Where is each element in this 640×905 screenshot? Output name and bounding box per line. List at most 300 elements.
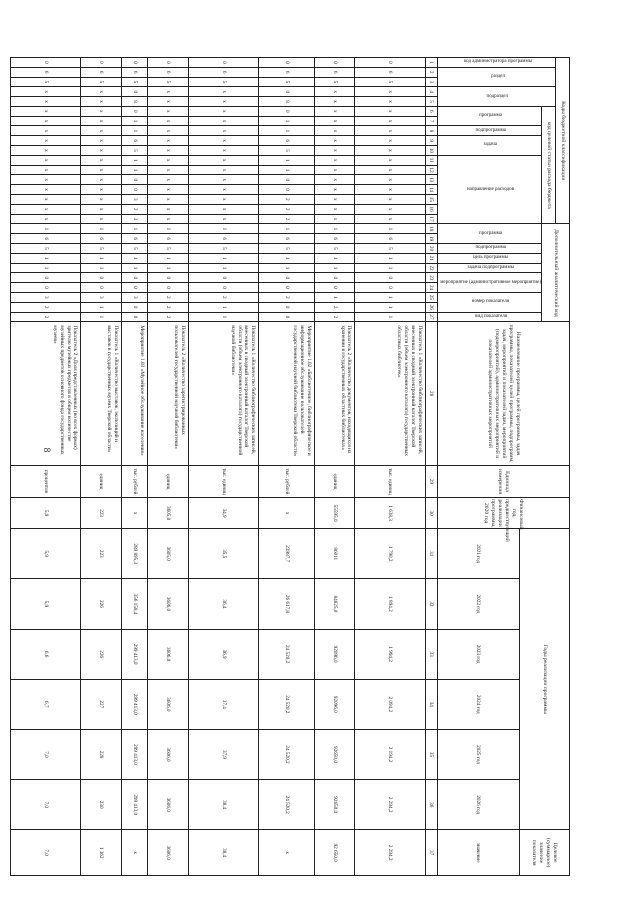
- code-cell: х: [355, 204, 425, 214]
- row-name: Показатель 1 «Количество выставок, экспозиций и выставок в государственных музеях Тверской области»: [81, 322, 122, 465]
- header-section: [437, 67, 555, 87]
- code-cell: 1: [10, 263, 81, 273]
- code-cell: 6: [259, 234, 315, 244]
- code-cell: х: [355, 214, 425, 224]
- column-number: 22: [425, 263, 437, 273]
- code-cell: х: [147, 146, 188, 156]
- code-cell: 1: [188, 224, 258, 234]
- code-cell: х: [355, 136, 425, 146]
- column-number: 37: [425, 830, 437, 876]
- row-target-value: 2 294,2: [355, 830, 425, 876]
- row-base-value: х: [259, 498, 315, 529]
- column-number: 26: [425, 302, 437, 312]
- header-an-program: [437, 224, 541, 244]
- row-year-value: 223: [81, 529, 122, 579]
- code-cell: х: [10, 185, 81, 195]
- code-cell: 5: [122, 77, 148, 87]
- row-base-value: 223: [81, 498, 122, 529]
- code-cell: 1: [355, 224, 425, 234]
- code-cell: х: [355, 165, 425, 175]
- code-cell: х: [188, 116, 258, 126]
- row-year-value: 26 617,8: [259, 579, 315, 629]
- code-cell: 0: [122, 302, 148, 312]
- code-cell: 1: [81, 263, 122, 273]
- row-year-value: 1 994,2: [355, 629, 425, 679]
- code-cell: х: [188, 204, 258, 214]
- code-cell: 0: [314, 283, 355, 293]
- code-cell: 1: [147, 263, 188, 273]
- table-row: [147, 58, 188, 876]
- header-codes-group: Коды бюджетной классификации: [556, 58, 570, 224]
- code-cell: 1: [81, 302, 122, 312]
- code-cell: х: [355, 155, 425, 165]
- code-cell: х: [10, 126, 81, 136]
- code-cell: х: [314, 175, 355, 185]
- code-cell: 6: [81, 67, 122, 77]
- code-cell: 0: [122, 106, 148, 116]
- column-number: 23: [425, 273, 437, 283]
- column-number: 16: [425, 204, 437, 214]
- code-cell: х: [314, 136, 355, 146]
- code-cell: 0: [355, 283, 425, 293]
- row-unit: процентов: [10, 465, 81, 497]
- code-cell: 1: [355, 312, 425, 322]
- header-subprogram-text: подпрограмма: [475, 127, 506, 133]
- column-number: 18: [425, 224, 437, 234]
- row-name: Показатель 1 «Количество библиографических записей, внесенных в сводный электронный каталог Тверской области (объем электронного каталога) государственной научной библиотеки»: [188, 322, 258, 465]
- row-base-value: х: [122, 498, 148, 529]
- code-cell: 0: [259, 175, 315, 185]
- header-base-year: Финансовый год, предшествующий реализации программы, 2020 год: [437, 498, 569, 529]
- row-year-value: 3605,0: [147, 529, 188, 579]
- code-cell: 6: [122, 234, 148, 244]
- code-cell: 2: [188, 292, 258, 302]
- header-task-text: задача: [483, 142, 498, 148]
- code-cell: 0: [81, 283, 122, 293]
- code-cell: х: [314, 106, 355, 116]
- column-number: 30: [425, 498, 437, 529]
- code-cell: х: [355, 185, 425, 195]
- code-cell: 6: [314, 67, 355, 77]
- header-an-goal_task-text: задача подпрограммы: [467, 264, 514, 270]
- header-task: [437, 136, 541, 156]
- code-cell: 1: [147, 253, 188, 263]
- code-cell: х: [10, 116, 81, 126]
- row-target-value: 92 650,0: [314, 830, 355, 876]
- row-name: Мероприятие 1.02 «Библиотечное, библиографическое и информационное обслуживание пользователей государственной научной библиотеки Тверской области»: [259, 322, 315, 465]
- header-section-text: раздел: [490, 73, 505, 79]
- code-cell: х: [147, 106, 188, 116]
- code-cell: 2: [147, 312, 188, 322]
- code-cell: 0: [259, 87, 315, 97]
- code-cell: х: [10, 146, 81, 156]
- code-cell: 0: [355, 273, 425, 283]
- code-cell: х: [81, 126, 122, 136]
- row-year-value: 226: [81, 629, 122, 679]
- code-cell: х: [188, 87, 258, 97]
- column-number: 13: [425, 175, 437, 185]
- code-cell: 0: [122, 58, 148, 68]
- header-year-6: 2026 год: [437, 780, 519, 830]
- row-unit: единиц: [147, 465, 188, 497]
- row-year-value: 86011: [314, 529, 355, 579]
- row-name: Мероприятие 1.03 «Музейное обслуживание населения»: [122, 322, 148, 465]
- code-cell: 0: [259, 273, 315, 283]
- program-table: [10, 57, 570, 876]
- code-cell: х: [188, 165, 258, 175]
- row-unit: тыс. единиц: [188, 465, 258, 497]
- row-year-value: 24 520,2: [259, 729, 315, 779]
- code-cell: 1: [122, 263, 148, 273]
- row-target-value: 38,4: [188, 830, 258, 876]
- code-cell: 6: [81, 234, 122, 244]
- code-cell: 0: [147, 273, 188, 283]
- row-base-value: 55595,0: [314, 498, 355, 529]
- code-cell: 1: [188, 253, 258, 263]
- code-cell: 0: [259, 312, 315, 322]
- code-cell: 6: [355, 234, 425, 244]
- code-cell: 1: [122, 116, 148, 126]
- code-cell: х: [188, 136, 258, 146]
- code-cell: 0: [188, 273, 258, 283]
- code-cell: х: [10, 97, 81, 107]
- row-year-value: 36,9: [188, 629, 258, 679]
- row-year-value: 24 520,2: [259, 679, 315, 729]
- code-cell: 1: [314, 263, 355, 273]
- code-cell: 1: [259, 253, 315, 263]
- code-cell: 1: [188, 312, 258, 322]
- row-name: Показатель 2 «Доля представленных (во всех формах) зрителю музейных предметов в общем количестве музейных предметов основного фонда государственных музеев»: [10, 322, 81, 465]
- code-cell: 1: [188, 302, 258, 312]
- row-year-value: 356 158,4: [122, 579, 148, 629]
- code-cell: 1: [259, 126, 315, 136]
- row-year-value: 5,9: [10, 529, 81, 579]
- code-cell: х: [188, 175, 258, 185]
- row-base-value: 1 638,3: [355, 498, 425, 529]
- code-cell: 1: [259, 116, 315, 126]
- page-number: 8: [42, 447, 52, 453]
- row-target-value: 7,0: [10, 830, 81, 876]
- code-cell: х: [147, 194, 188, 204]
- code-cell: х: [81, 116, 122, 126]
- row-year-value: 2 294,2: [355, 780, 425, 830]
- column-number: 29: [425, 465, 437, 497]
- column-number: 9: [425, 136, 437, 146]
- row-year-value: 6,6: [10, 629, 81, 679]
- code-cell: х: [188, 106, 258, 116]
- code-cell: 1: [122, 155, 148, 165]
- column-number: 5: [425, 97, 437, 107]
- row-year-value: 92650,0: [314, 780, 355, 830]
- code-cell: 5: [122, 244, 148, 254]
- code-cell: 2: [122, 204, 148, 214]
- code-cell: 0: [259, 283, 315, 293]
- column-number: 28: [425, 322, 437, 465]
- code-cell: х: [188, 155, 258, 165]
- code-cell: х: [314, 194, 355, 204]
- code-cell: х: [314, 155, 355, 165]
- code-cell: х: [81, 165, 122, 175]
- column-number: 35: [425, 729, 437, 779]
- code-cell: 0: [81, 58, 122, 68]
- code-cell: 0: [147, 58, 188, 68]
- header-subsection-text: подраздел: [486, 93, 509, 99]
- code-cell: 0: [122, 273, 148, 283]
- code-cell: 1: [122, 126, 148, 136]
- code-cell: 2: [259, 292, 315, 302]
- code-cell: х: [147, 214, 188, 224]
- header-additional-group: Дополнительный аналитический код: [542, 224, 570, 322]
- code-cell: х: [314, 214, 355, 224]
- code-cell: 2: [147, 292, 188, 302]
- header-unit: Единица измерения: [437, 465, 569, 497]
- code-cell: 2: [147, 302, 188, 312]
- code-cell: х: [314, 87, 355, 97]
- code-cell: 0: [314, 273, 355, 283]
- code-cell: 5: [10, 77, 81, 87]
- row-year-value: 92650,0: [314, 729, 355, 779]
- code-cell: 6: [122, 136, 148, 146]
- row-base-value: 5,9: [10, 498, 81, 529]
- code-cell: 1: [10, 253, 81, 263]
- code-cell: х: [147, 175, 188, 185]
- code-cell: 5: [259, 146, 315, 156]
- header-an-program-text: программа: [479, 230, 503, 236]
- code-cell: 6: [10, 67, 81, 77]
- code-cell: 3: [81, 292, 122, 302]
- code-cell: 1: [259, 263, 315, 273]
- code-cell: 5: [188, 77, 258, 87]
- row-year-value: 226: [81, 579, 122, 629]
- code-cell: 1: [355, 292, 425, 302]
- table-row: [81, 58, 122, 876]
- code-cell: х: [355, 194, 425, 204]
- code-cell: 1: [81, 253, 122, 263]
- row-base-value: 34,9: [188, 498, 258, 529]
- row-year-value: 1 894,2: [355, 579, 425, 629]
- header-an-task: [437, 253, 541, 263]
- code-cell: х: [314, 204, 355, 214]
- code-cell: х: [147, 97, 188, 107]
- code-cell: х: [314, 126, 355, 136]
- code-cell: 1: [314, 292, 355, 302]
- row-year-value: 299 413,0: [122, 780, 148, 830]
- code-cell: х: [355, 106, 425, 116]
- header-indicator-type: [437, 312, 541, 322]
- code-cell: х: [81, 175, 122, 185]
- column-number: 3: [425, 77, 437, 87]
- code-cell: 1: [122, 253, 148, 263]
- row-unit: единиц: [314, 465, 355, 497]
- code-cell: 5: [147, 77, 188, 87]
- row-year-value: 3606,0: [147, 729, 188, 779]
- column-number: 19: [425, 234, 437, 244]
- code-cell: х: [81, 136, 122, 146]
- code-cell: 6: [355, 67, 425, 77]
- code-cell: 1: [314, 253, 355, 263]
- row-year-value: 7,0: [10, 729, 81, 779]
- header-target: Целевое (суммарное) значение показателя: [519, 830, 569, 876]
- code-cell: 2: [10, 302, 81, 312]
- header-indicator-type-text: вид показателя: [474, 313, 507, 319]
- row-year-value: 38,4: [188, 780, 258, 830]
- column-number: 2: [425, 67, 437, 77]
- code-cell: 5: [355, 77, 425, 87]
- header-subprogram: [437, 126, 541, 136]
- column-number: 10: [425, 146, 437, 156]
- column-number: 4: [425, 87, 437, 97]
- row-year-value: 3606,0: [147, 629, 188, 679]
- row-year-value: 2 194,2: [355, 729, 425, 779]
- column-number: 6: [425, 106, 437, 116]
- code-cell: 0: [188, 283, 258, 293]
- code-cell: 5: [81, 244, 122, 254]
- code-cell: 6: [147, 67, 188, 77]
- header-an-subprogram-text: подпрограмма: [475, 245, 506, 251]
- row-name: Показатель 2 «Количество зарегистрированных пользователей государственной научной библиотеки»: [147, 322, 188, 465]
- column-number: 20: [425, 244, 437, 254]
- header-target-article: код целевой статьи расхода бюджета: [542, 106, 556, 224]
- code-cell: х: [355, 97, 425, 107]
- row-base-value: 3605,0: [147, 498, 188, 529]
- code-cell: 6: [188, 234, 258, 244]
- code-cell: х: [147, 116, 188, 126]
- code-cell: 0: [314, 58, 355, 68]
- table-row: [314, 58, 355, 876]
- header-an-num-text: номер показателя: [472, 299, 510, 305]
- code-cell: х: [188, 146, 258, 156]
- code-cell: 0: [122, 283, 148, 293]
- row-year-value: 227: [81, 679, 122, 729]
- row-year-value: 3606,0: [147, 780, 188, 830]
- column-number: 36: [425, 780, 437, 830]
- code-cell: х: [314, 116, 355, 126]
- code-cell: 0: [10, 273, 81, 283]
- code-cell: 6: [259, 67, 315, 77]
- code-cell: х: [81, 194, 122, 204]
- code-cell: 0: [122, 312, 148, 322]
- code-cell: 2: [314, 312, 355, 322]
- code-cell: 5: [355, 244, 425, 254]
- header-year-2: 2022 год: [437, 579, 519, 629]
- code-cell: 5: [81, 77, 122, 87]
- code-cell: х: [147, 204, 188, 214]
- code-cell: х: [10, 175, 81, 185]
- row-year-value: 37,9: [188, 729, 258, 779]
- row-year-value: 3606,0: [147, 579, 188, 629]
- code-cell: 2: [259, 204, 315, 214]
- code-cell: х: [10, 204, 81, 214]
- code-cell: х: [314, 97, 355, 107]
- column-number: 34: [425, 679, 437, 729]
- code-cell: 1: [259, 165, 315, 175]
- table-row: [259, 58, 315, 876]
- row-year-value: 5,9: [10, 579, 81, 629]
- column-number: 24: [425, 283, 437, 293]
- header-an-task-text: цель программы: [473, 255, 509, 261]
- code-cell: 0: [259, 106, 315, 116]
- header-an-subprogram: [437, 244, 541, 254]
- row-year-value: 23987,7: [259, 529, 315, 579]
- code-cell: х: [355, 146, 425, 156]
- column-number: 31: [425, 529, 437, 579]
- row-year-value: 92096,0: [314, 629, 355, 679]
- row-unit: тыс. единиц: [355, 465, 425, 497]
- row-unit: тыс. рублей: [122, 465, 148, 497]
- code-cell: х: [188, 194, 258, 204]
- code-cell: 0: [10, 58, 81, 68]
- code-cell: х: [147, 136, 188, 146]
- code-cell: 0: [259, 302, 315, 312]
- code-cell: х: [81, 204, 122, 214]
- code-cell: 1: [314, 224, 355, 234]
- code-cell: 5: [314, 77, 355, 87]
- table-sheet: [42, 57, 570, 876]
- code-cell: 1: [259, 224, 315, 234]
- code-cell: х: [314, 185, 355, 195]
- row-year-value: 36,4: [188, 579, 258, 629]
- row-year-value: 24 520,2: [259, 780, 315, 830]
- row-year-value: 228: [81, 729, 122, 779]
- code-cell: 5: [259, 244, 315, 254]
- code-cell: х: [147, 126, 188, 136]
- code-cell: х: [81, 106, 122, 116]
- header-admin-text: код администратора программы: [463, 59, 532, 65]
- header-name: Наименование программы, целей программы, задач программы, показателей целей программы, подпрограмм, задач, мероприятий и показателей задач, мероприятий (подмероприятий), административных мероприятий и показателей административных мероприятий: [437, 322, 569, 465]
- code-cell: 1: [188, 263, 258, 273]
- column-number: 27: [425, 312, 437, 322]
- code-cell: х: [10, 87, 81, 97]
- row-target-value: х: [122, 830, 148, 876]
- column-number: 7: [425, 116, 437, 126]
- code-cell: х: [355, 126, 425, 136]
- code-cell: 5: [314, 244, 355, 254]
- row-target-value: 1 362: [81, 830, 122, 876]
- row-year-value: 84825,0: [314, 579, 355, 629]
- table-row: [188, 58, 258, 876]
- code-cell: 5: [147, 244, 188, 254]
- code-cell: 1: [355, 302, 425, 312]
- code-cell: 0: [355, 58, 425, 68]
- code-cell: 1: [122, 165, 148, 175]
- header-an-goal_task: [437, 263, 541, 273]
- code-cell: 6: [259, 136, 315, 146]
- header-an-num: [437, 292, 541, 312]
- header-target-value: значение: [437, 830, 519, 876]
- header-year-5: 2025 год: [437, 729, 519, 779]
- code-cell: х: [10, 165, 81, 175]
- code-cell: х: [188, 97, 258, 107]
- row-year-value: 289 895,3: [122, 529, 148, 579]
- code-cell: х: [188, 214, 258, 224]
- column-number: 17: [425, 214, 437, 224]
- code-cell: 0: [122, 175, 148, 185]
- code-cell: х: [147, 155, 188, 165]
- column-number: 1: [425, 58, 437, 68]
- code-cell: х: [188, 126, 258, 136]
- code-cell: х: [147, 185, 188, 195]
- code-cell: 0: [10, 283, 81, 293]
- row-year-value: 37,4: [188, 679, 258, 729]
- row-year-value: 7,0: [10, 780, 81, 830]
- header-year-4: 2024 год: [437, 679, 519, 729]
- table-row: [122, 58, 148, 876]
- code-cell: 5: [259, 77, 315, 87]
- code-cell: х: [147, 165, 188, 175]
- code-cell: 0: [81, 273, 122, 283]
- row-year-value: 299 413,0: [122, 679, 148, 729]
- header-years: Годы реализации программы: [519, 529, 569, 830]
